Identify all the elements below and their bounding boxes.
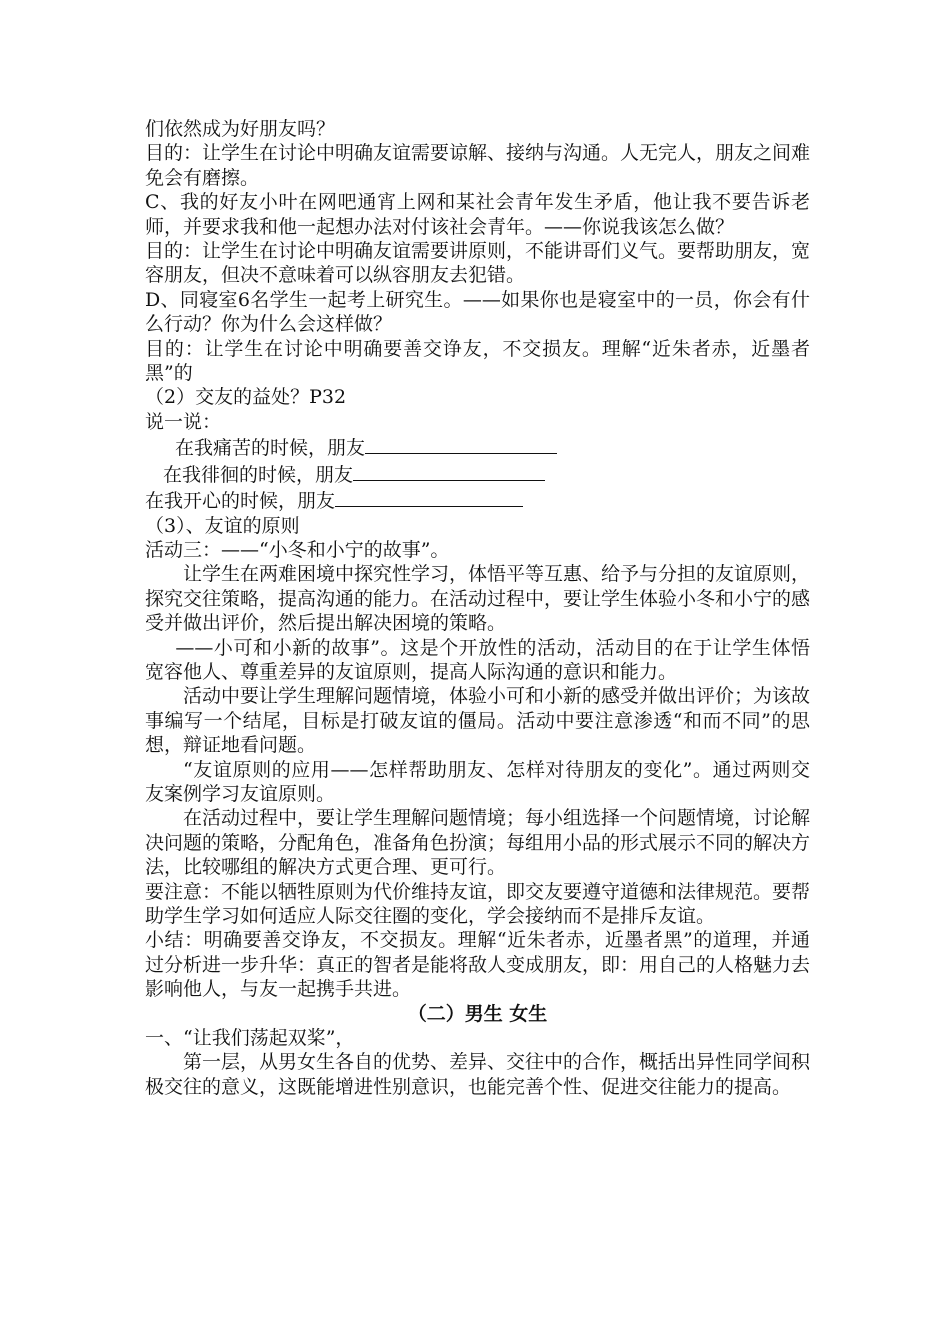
fill-line-happy-text: 在我开心的时候，朋友 xyxy=(145,490,336,513)
paragraph-principle-application: “友谊原则的应用——怎样帮助朋友、怎样对待朋友的变化”。通过两则交友案例学习友谊原则。 xyxy=(145,758,810,805)
fill-blank-hesitate xyxy=(353,461,545,481)
fill-line-pain xyxy=(145,434,810,460)
activity-three-title: 活动三：——“小冬和小宁的故事”。 xyxy=(145,538,450,561)
paragraph-case-d: D、同寝室6名学生一起考上研究生。——如果你也是寝室中的一员，你会有什么行动？你为什么会这样做？ xyxy=(145,288,810,336)
fill-blank-pain xyxy=(365,434,557,454)
paragraph-continuation: 们依然成为好朋友吗？ xyxy=(145,118,336,140)
subheading-principles: （3）、友谊的原则 xyxy=(145,514,300,537)
say-prompt: 说一说： xyxy=(145,410,222,433)
paragraph-xiaoke-story: ——小可和小新的故事”。这是个开放性的活动，活动目的在于让学生体悟宽容他人、尊重差异的友谊原则，提高人际沟通的意识和能力。 xyxy=(145,636,810,683)
paragraph-purpose-c: 目的：让学生在讨论中明确友谊需要讲原则，不能讲哥们义气。要帮助朋友，宽容朋友，但决不意味着可以纵容朋友去犯错。 xyxy=(145,240,811,287)
fill-line-pain-text: 在我痛苦的时候，朋友 xyxy=(175,437,366,460)
fill-blank-happy xyxy=(335,487,523,507)
paragraph-purpose-b: 目的：让学生在讨论中明确友谊需要谅解、接纳与沟通。人无完人，朋友之间难免会有磨擦。 xyxy=(145,142,811,189)
paragraph-dilemma: 让学生在两难困境中探究性学习，体悟平等互惠、给予与分担的友谊原则，探究交往策略，提高沟通的能力。在活动过程中，要让学生体验小冬和小宁的感受并做出评价，然后提出解决困境的策略。 xyxy=(145,563,811,635)
subheading-benefits: （2）交友的益处？P32 xyxy=(145,386,347,409)
paragraph-activity-process: 在活动过程中，要让学生理解问题情境；每小组选择一个问题情境，讨论解决问题的策略，分配角色，准备角色扮演；每组用小品的形式展示不同的解决方法，比较哪组的解决方式更合理、更可行。 xyxy=(145,807,811,879)
paragraph-purpose-d: 目的：让学生在讨论中明确要善交诤友，不交损友。理解“近朱者赤，近墨者黑”的 xyxy=(145,337,810,385)
section-heading-boys-girls: （二）男生 女生 xyxy=(407,1002,548,1025)
paragraph-activity-guidance: 活动中要让学生理解问题情境，体验小可和小新的感受并做出评价；为该故事编写一个结尾，目标是打破友谊的僵局。活动中要注意渗透“和而不同”的思想，辩证地看问题。 xyxy=(145,685,811,757)
fill-line-happy xyxy=(145,487,810,513)
fill-line-hesitate-text: 在我徘徊的时候，朋友 xyxy=(163,463,354,486)
paragraph-summary: 小结：明确要善交诤友，不交损友。理解“近朱者赤，近墨者黑”的道理，并通过分析进一步升华：真正的智者是能将敌人变成朋友，即：用自己的人格魅力去影响他人，与友一起携手共进。 xyxy=(145,929,811,1001)
paragraph-first-level: 第一层，从男女生各自的优势、差异、交往中的合作，概括出异性同学间积极交往的意义，这既能增进性别意识，也能完善个性、促进交往能力的提高。 xyxy=(145,1051,811,1098)
fill-line-hesitate xyxy=(145,461,810,487)
paragraph-case-c: C、我的好友小叶在网吧通宵上网和某社会青年发生矛盾，他让我不要告诉老师，并要求我和他一起想办法对付该社会青年。——你说我该怎么做？ xyxy=(145,191,810,238)
paragraph-attention: 要注意：不能以牺牲原则为代价维持友谊，即交友要遵守道德和法律规范。要帮助学生学习如何适应人际交往圈的变化，学会接纳而不是排斥友谊。 xyxy=(145,880,811,927)
subsection-title: 一、“让我们荡起双桨”， xyxy=(145,1027,355,1050)
document-page xyxy=(145,117,810,1099)
